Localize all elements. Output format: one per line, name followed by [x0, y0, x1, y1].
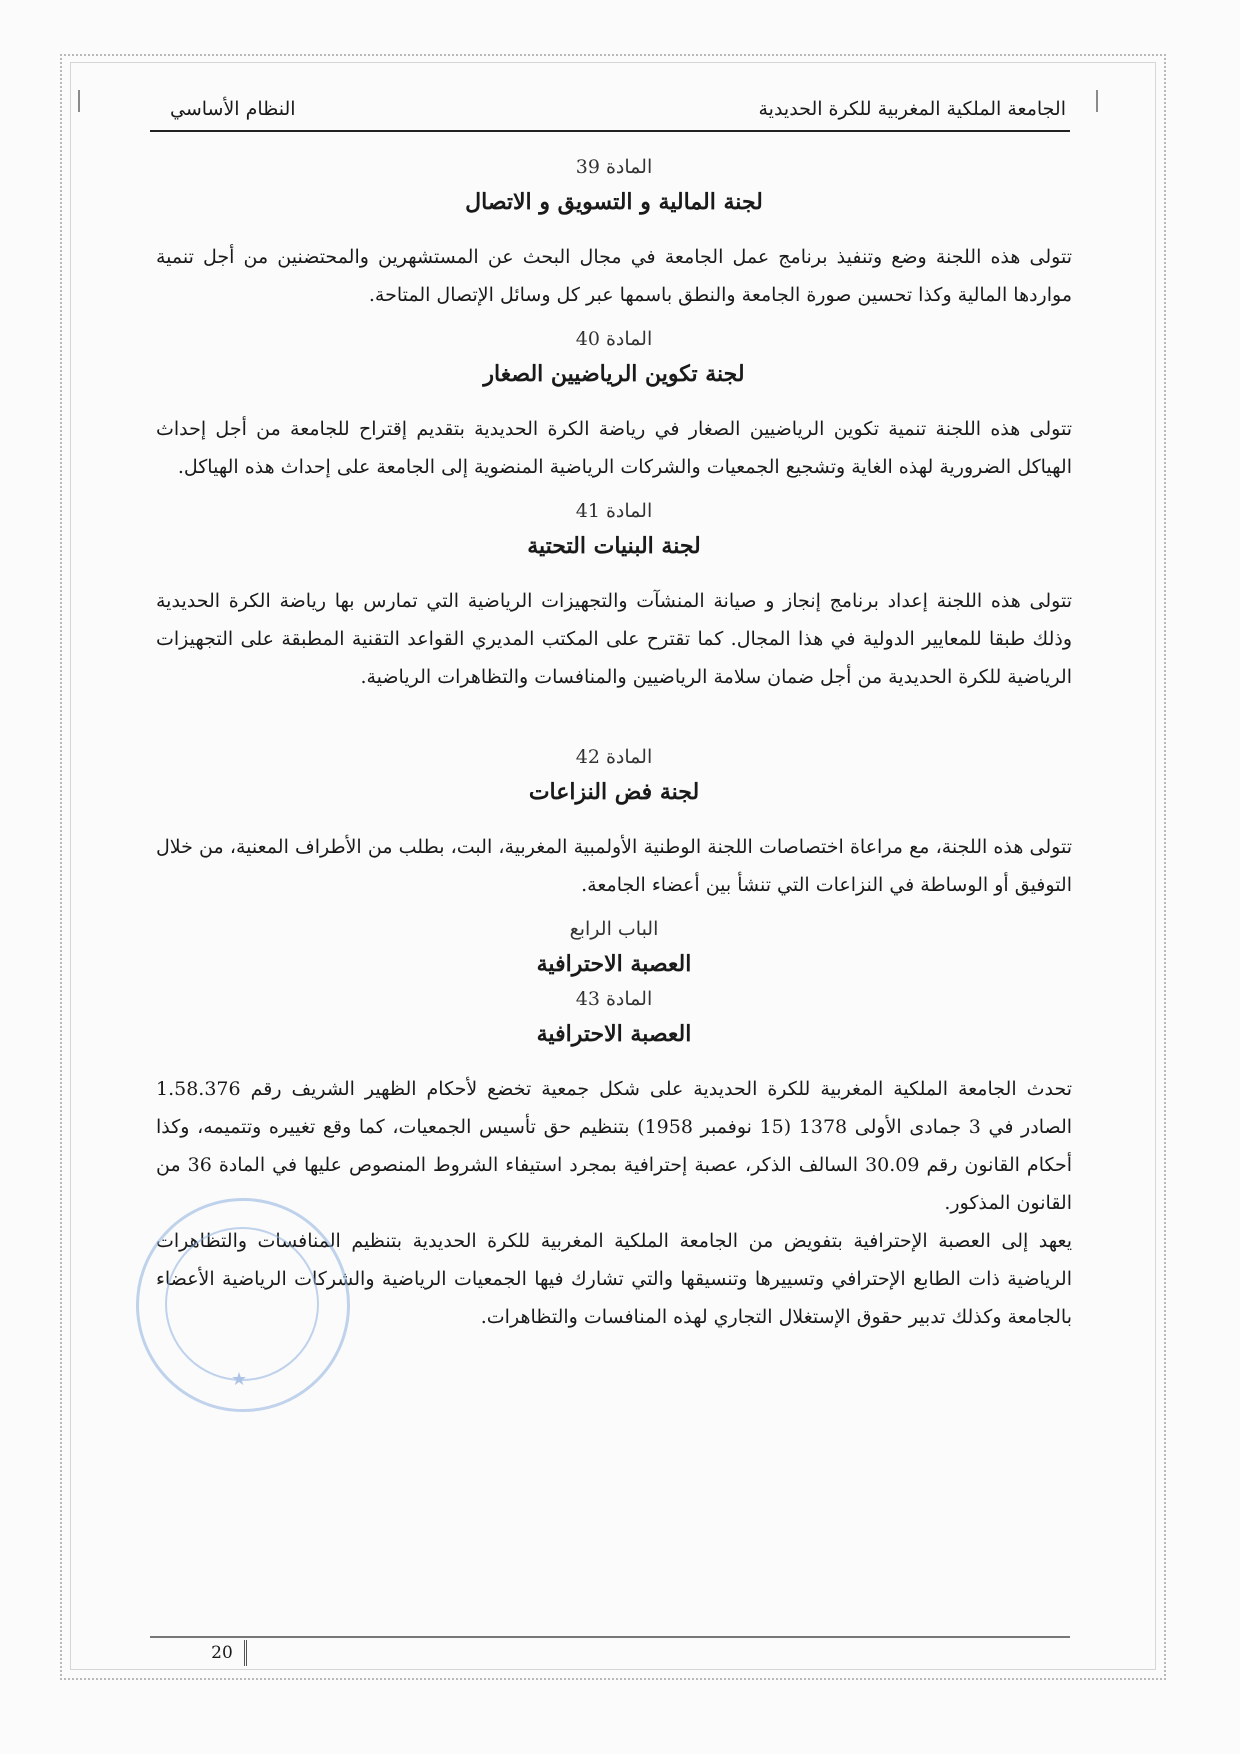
article-text-paragraph-1: تحدث الجامعة الملكية المغربية للكرة الحديدية على شكل جمعية تخضع لأحكام الظهير الشريف رقم 1.58.376 الصادر في 3 جمادى الأولى 1378 (15 نوفمبر 1958) بتنظيم حق تأسيس الجمعيات، كما وقع تغييره وتتميمه، وكذا أحكام القانون رقم 30.09 السالف الذكر، عصبة إحترافية بمجرد استيفاء الشروط المنصوص عليها في المادة 36 من القانون المذكور. [156, 1078, 1073, 1214]
article-title: لجنة فض النزاعات [528, 779, 700, 805]
article-title: العصبة الاحترافية [536, 1021, 692, 1047]
page-number: 20 [200, 1640, 247, 1666]
article-text: تتولى هذه اللجنة تنمية تكوين الرياضيين الصغار في رياضة الكرة الحديدية بتقديم إقتراح للجامعة من أجل إحداث الهياكل الضرورية لهذه الغاية وتشجيع الجمعيات والشركات الرياضية المنضوية إلى الجامعة على إحداث هذه الهياكل. [156, 418, 1072, 478]
article-number: المادة 40 [575, 328, 653, 350]
article-title: لجنة البنيات التحتية [527, 533, 701, 559]
article-text: تتولى هذه اللجنة إعداد برنامج إنجاز و صيانة المنشآت والتجهيزات الرياضية التي تمارس بها رياضة الكرة الحديدية وذلك طبقا للمعايير الدولية في هذا المجال. كما تقترح على المكتب المديري القواعد التقنية المطبقة على التجهيزات الرياضية للكرة الحديدية من أجل ضمان سلامة الرياضيين والمنافسات والتظاهرات الرياضية. [156, 590, 1072, 688]
article-41 [156, 496, 1072, 696]
article-number: المادة 39 [575, 156, 653, 178]
document-body [156, 152, 1072, 1346]
federation-name: الجامعة الملكية المغربية للكرة الحديدية [758, 98, 1066, 120]
seal-inner-ring [165, 1227, 319, 1381]
federation-seal-stamp [136, 1198, 350, 1412]
article-42 [156, 742, 1072, 904]
chapter-label: الباب الرابع [569, 918, 659, 940]
article-number: المادة 41 [575, 500, 653, 522]
article-text: تتولى هذه اللجنة وضع وتنفيذ برنامج عمل الجامعة في مجال البحث عن المستشهرين والمحتضنين من أجل تنمية مواردها المالية وكذا تحسين صورة الجامعة والنطق باسمها عبر كل وسائل الإتصال المتاحة. [156, 246, 1072, 306]
article-title: لجنة المالية و التسويق و الاتصال [465, 189, 763, 215]
document-title: النظام الأساسي [170, 98, 296, 120]
frame-tick [78, 90, 80, 112]
page-header [150, 96, 1070, 132]
article-number: المادة 42 [575, 746, 653, 768]
article-text: تتولى هذه اللجنة، مع مراعاة اختصاصات اللجنة الوطنية الأولمبية المغربية، البت، بطلب من الأطراف المعنية، من خلال التوفيق أو الوساطة في النزاعات التي تنشأ بين أعضاء الجامعة. [156, 836, 1072, 896]
article-number: المادة 43 [575, 988, 653, 1010]
footer-rule [150, 1636, 1070, 1638]
frame-tick [1096, 90, 1098, 112]
article-title: لجنة تكوين الرياضيين الصغار [483, 361, 745, 387]
spacer [156, 706, 1072, 742]
seal-star-icon: ★ [231, 1369, 248, 1390]
chapter-title: العصبة الاحترافية [536, 951, 692, 977]
article-40 [156, 324, 1072, 486]
article-text-paragraph-2: يعهد إلى العصبة الإحترافية بتفويض من الجامعة الملكية المغربية للكرة الحديدية بتنظيم المنافسات والتظاهرات الرياضية ذات الطابع الإحترافي وتسييرها وتنسيقها والتي تشارك فيها الجمعيات الرياضية والشركات الرياضية الأعضاء بالجامعة وكذلك تدبير حقوق الإستغلال التجاري لهذه المنافسات والتظاهرات. [156, 1230, 1072, 1328]
article-39 [156, 152, 1072, 314]
